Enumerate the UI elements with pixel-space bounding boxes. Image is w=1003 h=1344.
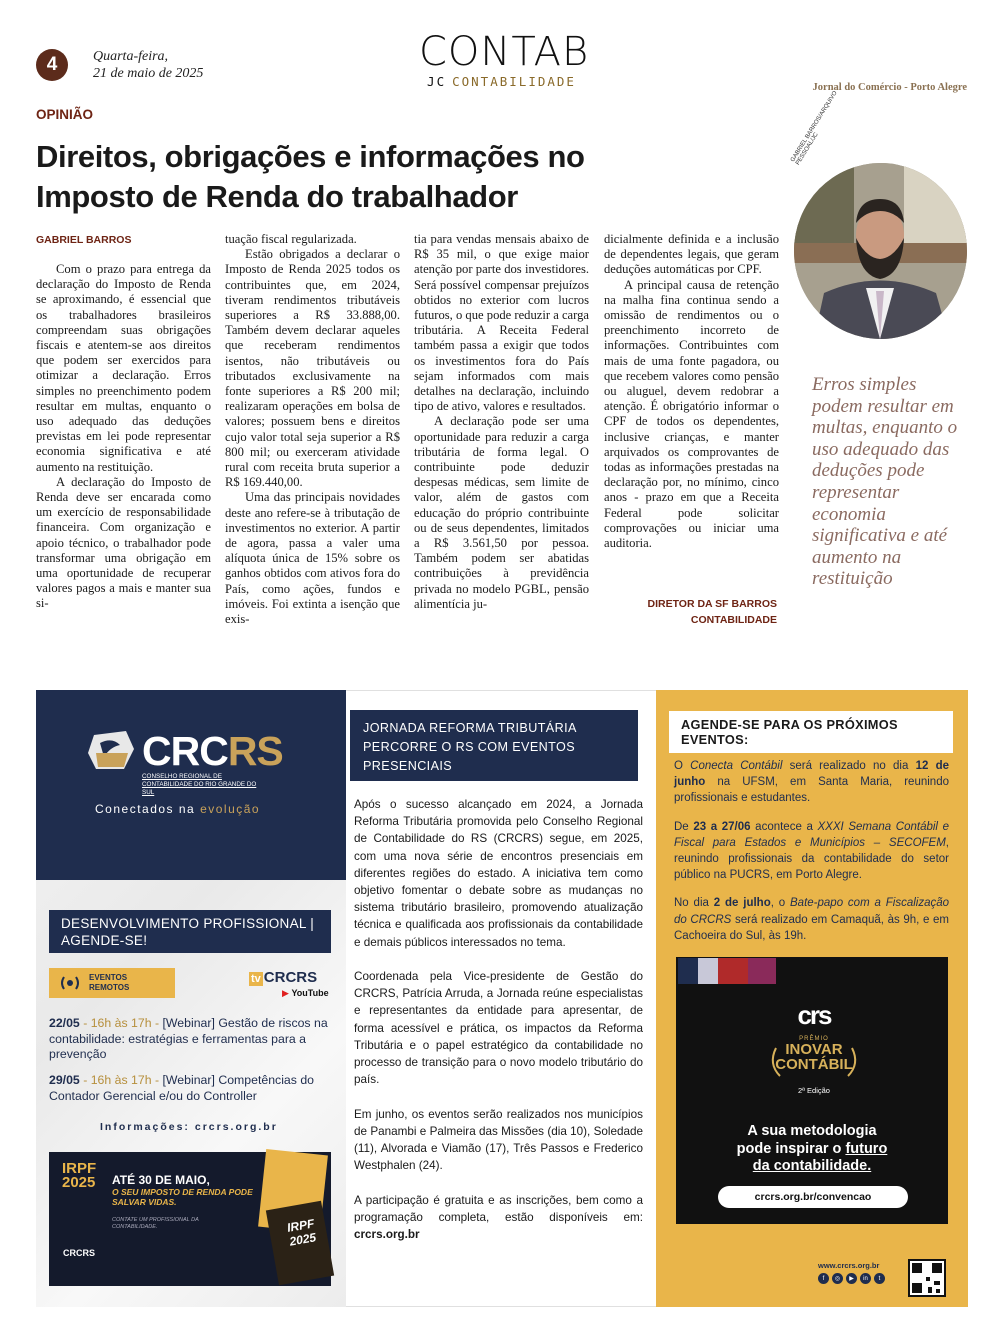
event-item[interactable] (49, 1073, 331, 1104)
tv-crcrs-logo (249, 969, 317, 986)
convencao-link-button[interactable]: crcrs.org.br/convencao (718, 1186, 908, 1208)
premio-label: PRÊMIO (799, 1036, 829, 1042)
twitter-icon[interactable]: t (874, 1273, 885, 1284)
irpf-headline (112, 1174, 262, 1207)
event-title: [Webinar] Competências do Contador Gerencial e/ou do Controller (49, 1073, 315, 1103)
pull-quote: Erros simples podem resultar em multas, enquanto o uso adequado das deduções pode representar economia significativa e até aumento na restituição (812, 374, 958, 590)
author-photo (794, 163, 967, 339)
article-paragraph: Uma das principais novidades deste ano refere-se à tributação de investimentos no exterior. A partir de agora, passa a valer uma alíquota única de 15% sobre os ganhos obtidos com ativos fora do País, como ações, fundos e imóveis. Foi extinta a isenção que exis- (225, 490, 400, 627)
author-role (647, 596, 777, 628)
instagram-icon[interactable]: ◎ (832, 1273, 843, 1284)
tv-label: tv (251, 973, 261, 985)
jornada-body (354, 796, 643, 1260)
text-run: O (674, 760, 691, 772)
premio-slogan (696, 1123, 928, 1176)
event-date: 2 de julho (713, 897, 771, 910)
author-portrait-illustration (794, 163, 967, 339)
issue-full-date: 21 de maio de 2025 (93, 66, 204, 81)
text-run: na UFSM, em Santa Maria, reunindo profissionais e estudantes. (674, 776, 949, 805)
youtube-logo (282, 988, 329, 999)
eventos-remotos-badge (49, 968, 175, 998)
event-date: 29/05 (49, 1073, 80, 1087)
text-run: , o (770, 897, 791, 910)
crcrs-logo (86, 729, 316, 797)
event-date: 12 de junho (674, 760, 949, 789)
article-paragraph: A declaração do Imposto de Renda deve ser encarada como um exercício de responsabilidade financeira. Com organização e apoio técnico, o trabalhador pode transformar uma obrigação em uma oportunidade de recuperar valores pagos a mais e manter sua si- (36, 474, 211, 611)
author-role-line: DIRETOR DA SF BARROS (647, 598, 777, 610)
stripe (748, 958, 776, 984)
text-run: acontece a (750, 820, 818, 833)
jornada-paragraph (354, 1192, 643, 1244)
logo-subtitle (419, 74, 584, 89)
section-label: OPINIÃO (36, 107, 94, 122)
jornada-cta-text: A participação é gratuita e as inscrições, bem como a programação completa, estão disponíveis em: (354, 1193, 643, 1224)
crcrs-logo-crc: CRC (142, 728, 228, 774)
newspaper-name: Jornal do Comércio - Porto Alegre (812, 82, 967, 93)
issue-weekday: Quarta-feira, (93, 49, 169, 64)
page-number-badge: 4 (36, 49, 68, 81)
logo-contabilidade: CONTABILIDADE (452, 74, 576, 89)
stripe (698, 958, 718, 984)
jornada-paragraph: Após o sucesso alcançado em 2024, a Jornada Reforma Tributária promovida pelo Conselho Regional de Contabilidade do RS (CRCRS) segue, em 2025, com uma nova série de encontros presenciais em diferentes regiões do estado. A iniciativa tem como objetivo fomentar o debate sobre as mudanças no sistema tributário brasileiro, promovendo atualização técnica e qualificada aos profissionais da contabilidade e demais públicos interessados no tema. (354, 798, 643, 949)
slogan-line (696, 1141, 928, 1159)
event-name: XXXI Semana Contábil e Fiscal para Estados e Municípios – SECOFEM (674, 820, 949, 849)
facebook-icon[interactable]: f (818, 1273, 829, 1284)
crs-mark-logo: crs (797, 1000, 831, 1030)
book-title: IRPF 2025 (285, 1216, 318, 1249)
inovar-label: INOVAR (785, 1041, 843, 1058)
social-icons (818, 1273, 885, 1284)
agende-se-title: AGENDE-SE PARA OS PRÓXIMOS EVENTOS: (669, 711, 953, 753)
photo-credit: GABRIEL BARROS/ARQUIVO PESSOAL/JC (790, 90, 839, 167)
text-run: No dia (674, 897, 714, 910)
author-role-line: CONTABILIDADE (690, 614, 777, 626)
jornada-link[interactable]: crcrs.org.br (354, 1228, 420, 1242)
article-column-4 (604, 232, 779, 551)
qr-code (908, 1259, 946, 1297)
crcrs-tagline (95, 802, 260, 816)
tv-crcrs-text: CRCRS (263, 969, 318, 986)
irpf-slogan: O SEU IMPOSTO DE RENDA PODE SALVAR VIDAS. (112, 1187, 253, 1207)
eventos-label: EVENTOS (89, 973, 128, 982)
crcrs-full-name: CONSELHO REGIONAL DE CONTABILIDADE DO RIO GRANDE DO SUL (142, 773, 257, 796)
event-date: 23 a 27/06 (693, 820, 751, 833)
text-run: De (674, 820, 694, 833)
article-column-2 (225, 232, 400, 627)
youtube-label: YouTube (291, 988, 329, 998)
article-paragraph: tuação fiscal regularizada. (225, 232, 357, 246)
stripe (678, 958, 698, 984)
article-paragraph: tia para vendas mensais abaixo de R$ 35 mil, o que exige maior atenção por parte dos investidores. Será possível compensar prejuízos obtidos no exterior com lucros futuros, o que pode reduzir a carga tributária. A Receita Federal também passa a exigir que todos os investimentos fora do País sejam informados com mais detalhes na declaração, incluindo tipo de ativo, valores e resultados. (414, 232, 589, 414)
premio-inovar-logo (766, 1036, 862, 1095)
logo-jc: JC (427, 74, 447, 89)
info-link[interactable]: Informações: crcrs.org.br (100, 1121, 278, 1133)
website-url[interactable]: www.crcrs.org.br (818, 1261, 880, 1270)
irpf-logo-text: IRPF (62, 1160, 97, 1177)
dev-profissional-banner: DESENVOLVIMENTO PROFISSIONAL | AGENDE-SE! (49, 910, 331, 953)
text-run: pode inspirar o (736, 1140, 846, 1157)
contabil-label: CONTÁBIL (775, 1056, 853, 1073)
text-run: será realizado no dia (782, 760, 916, 772)
crcrs-emblem-icon (86, 729, 138, 773)
irpf-crcrs-logo: CRCRS (63, 1248, 96, 1258)
irpf-deadline: ATÉ 30 DE MAIO, (112, 1173, 210, 1187)
remotos-label: REMOTOS (89, 983, 130, 992)
slogan-highlight: futuro (845, 1140, 888, 1157)
article-paragraph: A declaração pode ser uma oportunidade para reduzir a carga tributária de forma legal. O contribuinte pode deduzir despesas médicas, sem limite de valor, além de gastos com educação do próprio contribuinte ou de seus dependentes, limitados a R$ 3.561,50 por pessoa. Também podem ser abatidas contribuições à previdência privada no modelo PGBL, pensão alimentícia ju- (414, 414, 589, 611)
linkedin-icon[interactable]: in (860, 1273, 871, 1284)
slogan-line: da contabilidade. (752, 1158, 872, 1174)
broadcast-icon (59, 973, 81, 993)
laurel-icon (766, 1041, 862, 1078)
event-title: [Webinar] Gestão de riscos na contabilidade: estratégias e ferramentas para a prevenção (49, 1016, 328, 1061)
issue-date (93, 48, 203, 82)
irpf-logo-year: 2025 (62, 1174, 96, 1191)
article-paragraph: Com o prazo para entrega da declaração do Imposto de Renda se aproximando, é essencial que os trabalhadores brasileiros compreendam suas obrigações fiscais e atentem-se aos direitos que podem ser exercidos para otimizar a declaração. Erros simples no preenchimento podem resultar em multas, enquanto o uso adequado das deduções previstas em lei pode representar economia significativa e até aumento na restituição. (36, 262, 211, 474)
event-time: - 16h às 17h - (79, 1073, 163, 1087)
color-stripes (678, 958, 776, 984)
tagline-part: Conectados na (95, 802, 201, 816)
event-item[interactable] (49, 1016, 331, 1063)
text-run: , reunindo profissionais da contabilidade do setor público na PUCRS, em Porto Alegre. (674, 836, 949, 882)
article-paragraph: Estão obrigados a declarar o Imposto de Renda 2025 todos os contribuintes que, em 2024, tiveram rendimentos tributáveis superiores a R$ 33.888,00. Também devem declarar aqueles que receberam rendimentos isentos, não tributáveis ou tributados exclusivamente na fonte superiores a R$ 200 mil; realizaram operações em bolsa de valores; possuem bens e direitos cujo valor total seja superior a R$ 800 mil; ou exerceram atividade rural com receita bruta superior a R$ 169.440,00. (225, 247, 400, 490)
irpf-contact-note: CONTATE UM PROFISSIONAL DA CONTABILIDADE. (112, 1217, 199, 1230)
crcrs-logo-rs: RS (227, 728, 283, 774)
article-headline: Direitos, obrigações e informações no Imposto de Renda do trabalhador (36, 139, 585, 214)
upcoming-event (674, 895, 949, 944)
upcoming-event (674, 758, 949, 807)
event-time: - 16h às 17h - (79, 1016, 163, 1030)
article-paragraph: A principal causa de retenção na malha fina continua sendo a omissão de rendimentos ou o preenchimento incorreto de informações. Contribuintes com mais de uma fonte pagadora, ou que recebem valores como pensão ou aluguel, devem redobrar a atenção. É obrigatório informar o CPF de todos os dependentes, inclusive crianças, e manter arquivados os comprovantes de todas as informações prestadas na declaração por, no mínimo, cinco anos - prazo em que a Receita Federal pode solicitar comprovações ou iniciar uma auditoria. (604, 277, 779, 551)
jornada-paragraph: Em junho, os eventos serão realizados nos municípios de Panambi e Palmeira das Missões (dia 10), Soledade (11), Alvorada e Viamão (17), Três Passos e Frederico Westphalen (24). (354, 1107, 643, 1173)
text-run: será realizado em Camaquã, às 9h, e em Cachoeira do Sul, às 19h. (674, 913, 949, 942)
event-date: 22/05 (49, 1016, 80, 1030)
article-author: GABRIEL BARROS (36, 234, 132, 246)
slogan-line: A sua metodologia (747, 1123, 877, 1139)
irpf-logo (62, 1162, 96, 1190)
logo-main: CONTAB (419, 29, 590, 75)
event-name: Bate-papo com a Fiscalização do CRCRS (674, 897, 950, 926)
stripe (718, 958, 748, 984)
edicao-label: 2ª Edição (798, 1086, 830, 1095)
article-column-1 (36, 262, 211, 612)
youtube-play-icon: ▶ (282, 988, 289, 998)
article-column-3 (414, 232, 589, 612)
upcoming-events (674, 758, 949, 956)
upcoming-event (674, 819, 949, 884)
jornada-paragraph: Coordenada pela Vice-presidente de Gestão do CRCRS, Patrícia Arruda, a Jornada reúne especialistas e representantes da entidade para apresentar, de forma acessível e prática, os impactos da Reforma Tributária e o papel estratégico da contabilidade no processo de transição para o novo modelo tributário do país. (354, 970, 643, 1087)
event-name: Conecta Contábil (690, 760, 783, 772)
contab-logo (419, 29, 590, 89)
article-paragraph: dicialmente definida e a inclusão de dependentes legais, que geram deduções automáticas por CPF. (604, 232, 779, 277)
youtube-icon[interactable]: ▶ (846, 1273, 857, 1284)
tagline-highlight: evolução (200, 802, 261, 816)
jornada-title-box: JORNADA REFORMA TRIBUTÁRIA PERCORRE O RS COM EVENTOS PRESENCIAIS (350, 710, 638, 781)
